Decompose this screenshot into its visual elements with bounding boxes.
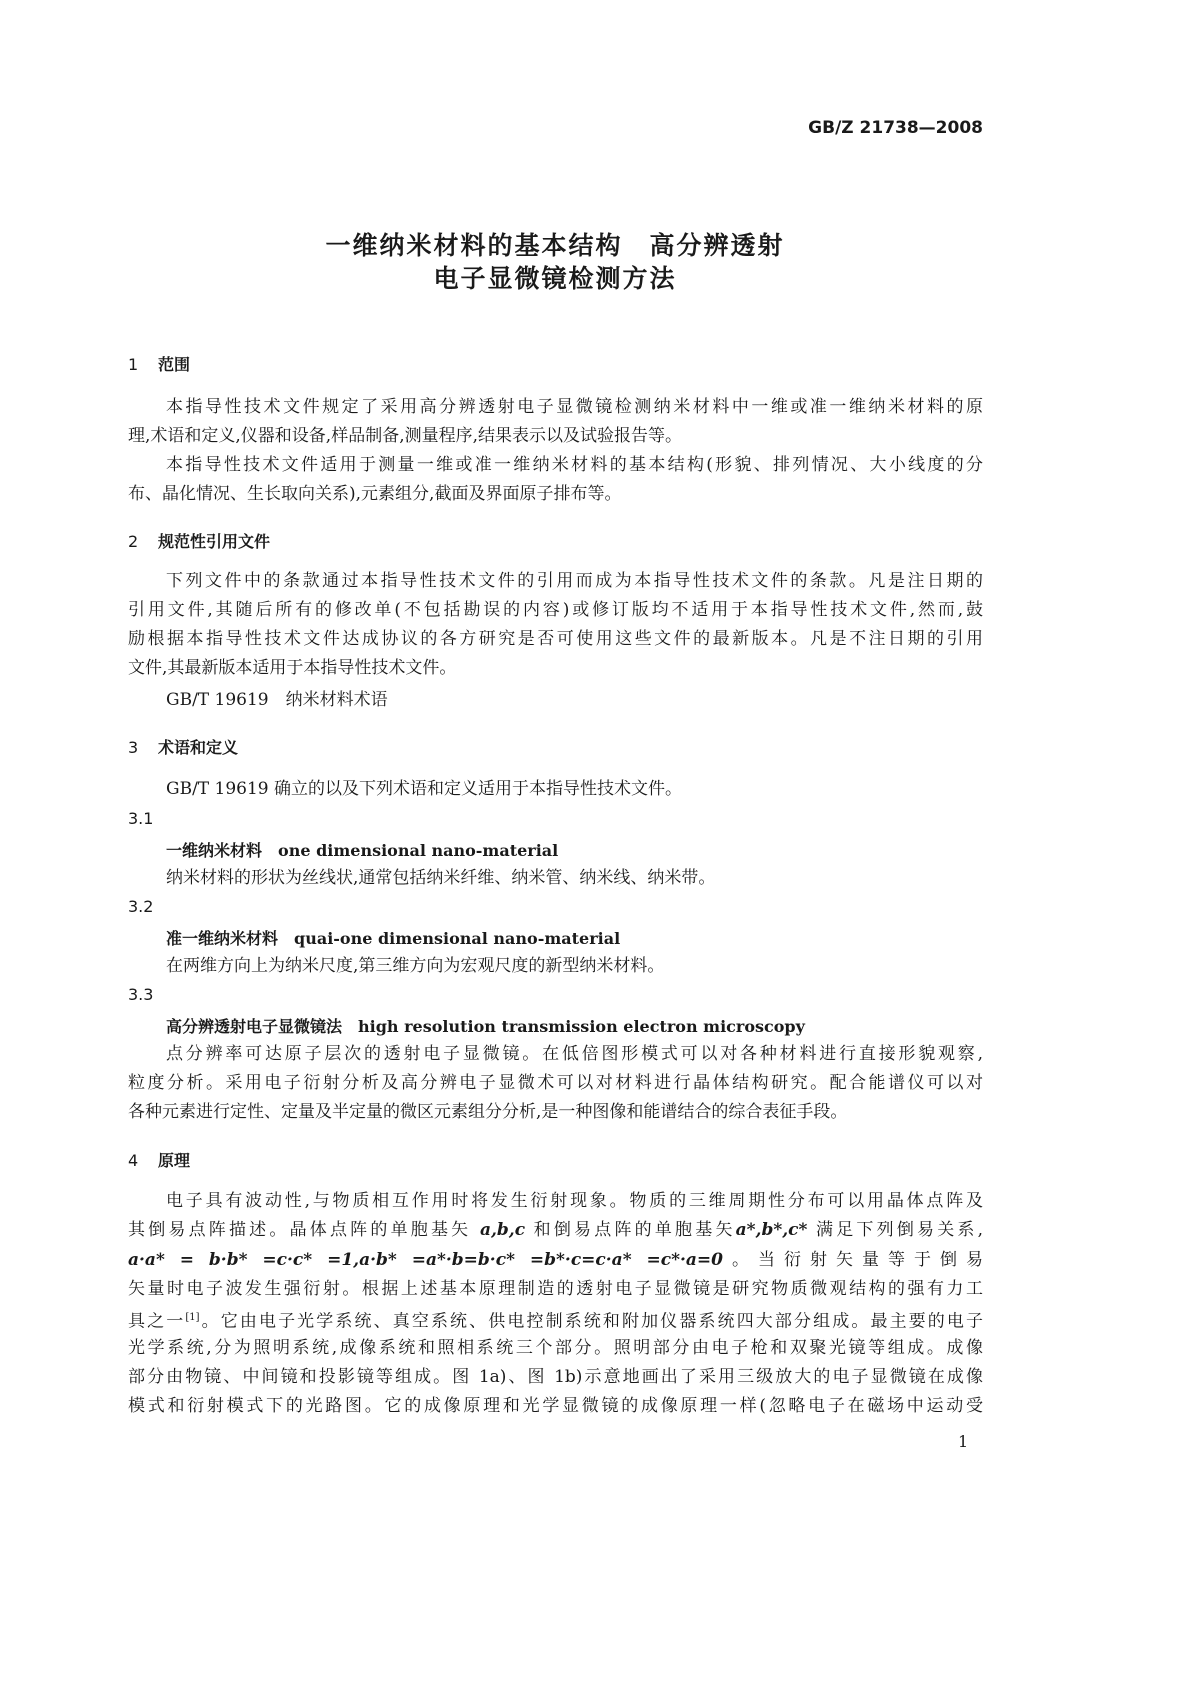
term-en: high resolution transmission electron microscopy <box>358 1017 805 1036</box>
term-number: 3.3 <box>128 985 154 1004</box>
term-definition: 点分辨率可达原子层次的透射电子显微镜。在低倍图形模式可以对各种材料进行直接形貌观察, <box>166 1044 983 1064</box>
section-heading-principle <box>128 1148 190 1171</box>
text-run: 和倒易点阵的单胞基矢 <box>525 1220 736 1240</box>
paragraph-line: 布、晶化情况、生长取向关系),元素组分,截面及界面原子排布等。 <box>128 484 622 504</box>
section-number: 4 <box>128 1151 139 1170</box>
text-run: 满足下列倒易关系, <box>807 1220 983 1240</box>
math-vectors: a,b,c <box>479 1220 526 1240</box>
page-number: 1 <box>958 1432 969 1451</box>
paragraph-line <box>128 1307 983 1329</box>
paragraph-line: 矢量时电子波发生强衍射。根据上述基本原理制造的透射电子显微镜是研究物质微观结构的强有力工 <box>128 1279 983 1299</box>
paragraph-line: 模式和衍射模式下的光路图。它的成像原理和光学显微镜的成像原理一样(忽略电子在磁场中运动受 <box>128 1396 983 1416</box>
section-title: 原理 <box>158 1151 191 1170</box>
document-title-line-2: 电子显微镜检测方法 <box>433 264 677 293</box>
text-run: 。它由电子光学系统、真空系统、供电控制系统和附加仪器系统四大部分组成。最主要的电子 <box>199 1311 983 1329</box>
section-number: 2 <box>128 532 139 551</box>
paragraph-line: 电子具有波动性,与物质相互作用时将发生衍射现象。物质的三维周期性分布可以用晶体点阵及 <box>166 1191 983 1211</box>
section-heading-scope <box>128 352 190 375</box>
section-title: 术语和定义 <box>158 738 239 757</box>
term-definition: 粒度分析。采用电子衍射分析及高分辨电子显微术可以对材料进行晶体结构研究。配合能谱仪可以对 <box>128 1073 983 1093</box>
term-zh: 高分辨透射电子显微镜法 <box>166 1017 343 1036</box>
term-zh: 准一维纳米材料 <box>166 929 279 948</box>
term-zh: 一维纳米材料 <box>166 841 263 860</box>
section-title: 范围 <box>158 355 191 374</box>
document-title-line-1: 一维纳米材料的基本结构 高分辨透射 <box>325 231 785 260</box>
paragraph-line: 本指导性技术文件适用于测量一维或准一维纳米材料的基本结构(形貌、排列情况、大小线度的分 <box>166 455 983 475</box>
term-definition: 纳米材料的形状为丝线状,通常包括纳米纤维、纳米管、纳米线、纳米带。 <box>166 868 716 888</box>
math-equation: a·a* = b·b* =c·c* =1,a·b* =a*·b=b·c* =b*·c=c·a* =c*·a=0 <box>128 1250 723 1270</box>
text-run: 。当衍射矢量等于倒易 <box>723 1250 983 1270</box>
section-heading-terms <box>128 735 238 758</box>
term-definition: 在两维方向上为纳米尺度,第三维方向为宏观尺度的新型纳米材料。 <box>166 956 665 976</box>
term-number: 3.1 <box>128 809 154 828</box>
text-run: 具之一 <box>128 1311 186 1329</box>
paragraph-line: 引用文件,其随后所有的修改单(不包括勘误的内容)或修订版均不适用于本指导性技术文件,然而,鼓 <box>128 600 983 620</box>
text-run: 其倒易点阵描述。晶体点阵的单胞基矢 <box>128 1220 480 1240</box>
paragraph-line: 文件,其最新版本适用于本指导性技术文件。 <box>128 658 457 678</box>
section-number: 1 <box>128 355 139 374</box>
term-number: 3.2 <box>128 897 154 916</box>
paragraph-line: GB/T 19619 确立的以及下列术语和定义适用于本指导性技术文件。 <box>166 779 683 799</box>
paragraph-line: 本指导性技术文件规定了采用高分辨透射电子显微镜检测纳米材料中一维或准一维纳米材料的原 <box>166 397 983 417</box>
reference-entry: GB/T 19619 纳米材料术语 <box>166 690 388 710</box>
term-definition: 各种元素进行定性、定量及半定量的微区元素组分分析,是一种图像和能谱结合的综合表征手段。 <box>128 1102 848 1122</box>
standard-number: GB/Z 21738—2008 <box>808 118 983 138</box>
paragraph-line: 光学系统,分为照明系统,成像系统和照相系统三个部分。照明部分由电子枪和双聚光镜等组成。成像 <box>128 1338 983 1358</box>
term-heading <box>166 1014 805 1037</box>
paragraph-line <box>128 1219 983 1241</box>
section-heading-normative-references <box>128 529 270 552</box>
citation-reference[interactable]: [1] <box>185 1312 200 1323</box>
term-heading <box>166 926 620 949</box>
paragraph-line <box>128 1249 983 1271</box>
math-reciprocal-vectors: a*,b*,c* <box>735 1220 808 1240</box>
section-title: 规范性引用文件 <box>158 532 271 551</box>
paragraph-line: 部分由物镜、中间镜和投影镜等组成。图 1a)、图 1b)示意地画出了采用三级放大的电子显微镜在成像 <box>128 1367 983 1387</box>
section-number: 3 <box>128 738 139 757</box>
term-en: quai-one dimensional nano-material <box>294 929 621 948</box>
term-en: one dimensional nano-material <box>278 841 559 860</box>
paragraph-line: 理,术语和定义,仪器和设备,样品制备,测量程序,结果表示以及试验报告等。 <box>128 426 683 446</box>
paragraph-line: 下列文件中的条款通过本指导性技术文件的引用而成为本指导性技术文件的条款。凡是注日期的 <box>166 571 983 591</box>
paragraph-line: 励根据本指导性技术文件达成协议的各方研究是否可使用这些文件的最新版本。凡是不注日期的引用 <box>128 629 983 649</box>
term-heading <box>166 838 558 861</box>
